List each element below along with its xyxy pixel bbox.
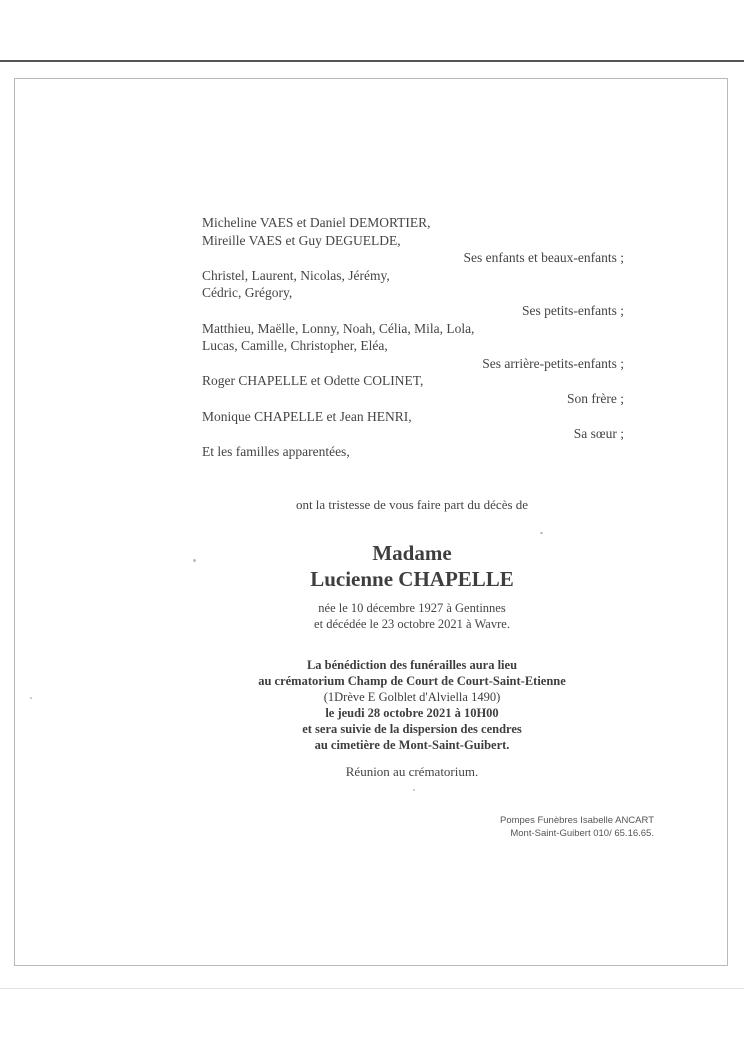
reunion-text: Réunion au crématorium. <box>345 764 479 779</box>
top-rule <box>0 60 744 62</box>
family-line: Matthieu, Maëlle, Lonny, Noah, Célia, Mila, Lola, <box>202 320 475 336</box>
dates-block <box>0 600 744 632</box>
funeral-home-name: Pompes Funèbres Isabelle ANCART <box>499 815 654 826</box>
ceremony-line: La bénédiction des funérailles aura lieu <box>306 658 518 672</box>
relation-line: Son frère ; <box>567 390 624 406</box>
relation-line: Ses petits-enfants ; <box>522 302 624 318</box>
funeral-home-contact: Mont-Saint-Guibert 010/ 65.16.65. <box>510 828 654 839</box>
family-line: Roger CHAPELLE et Odette COLINET, <box>202 373 424 389</box>
ceremony-line: au crématorium Champ de Court de Court-Saint-Etienne <box>258 674 566 688</box>
bottom-rule <box>0 988 744 989</box>
relation-line: Ses arrière-petits-enfants ; <box>482 355 624 371</box>
birth-line: née le 10 décembre 1927 à Gentinnes <box>318 601 506 615</box>
ceremony-address: (1Drève E Golblet d'Alviella 1490) <box>323 690 501 704</box>
deceased-name-block <box>0 540 744 592</box>
ceremony-datetime: le jeudi 28 octobre 2021 à 10H00 <box>325 706 499 720</box>
scan-speck <box>540 532 543 534</box>
family-line: Monique CHAPELLE et Jean HENRI, <box>202 408 412 424</box>
ceremony-line: et sera suivie de la dispersion des cendres <box>302 722 522 736</box>
family-list <box>202 214 624 460</box>
ceremony-line: au cimetière de Mont-Saint-Guibert. <box>314 738 510 752</box>
announcement-text: ont la tristesse de vous faire part du décès de <box>295 497 529 512</box>
family-line: Micheline VAES et Daniel DEMORTIER, <box>202 215 431 230</box>
death-line: et décédée le 23 octobre 2021 à Wavre. <box>314 617 510 631</box>
family-line: Et les familles apparentées, <box>202 443 350 459</box>
relation-line: Ses enfants et beaux-enfants ; <box>463 250 624 266</box>
funeral-home-block <box>470 814 654 840</box>
relation-line: Sa sœur ; <box>573 426 624 442</box>
family-line: Mireille VAES et Guy DEGUELDE, <box>202 232 401 248</box>
family-line: Lucas, Camille, Christopher, Eléa, <box>202 338 388 354</box>
deceased-title: Madame <box>372 541 452 565</box>
family-line: Christel, Laurent, Nicolas, Jérémy, <box>202 267 390 283</box>
family-line: Cédric, Grégory, <box>202 285 293 301</box>
ceremony-block <box>0 657 744 753</box>
deceased-name: Lucienne CHAPELLE <box>310 567 514 591</box>
scan-speck <box>413 789 415 791</box>
scan-speck <box>30 697 32 699</box>
scan-speck <box>193 559 196 562</box>
